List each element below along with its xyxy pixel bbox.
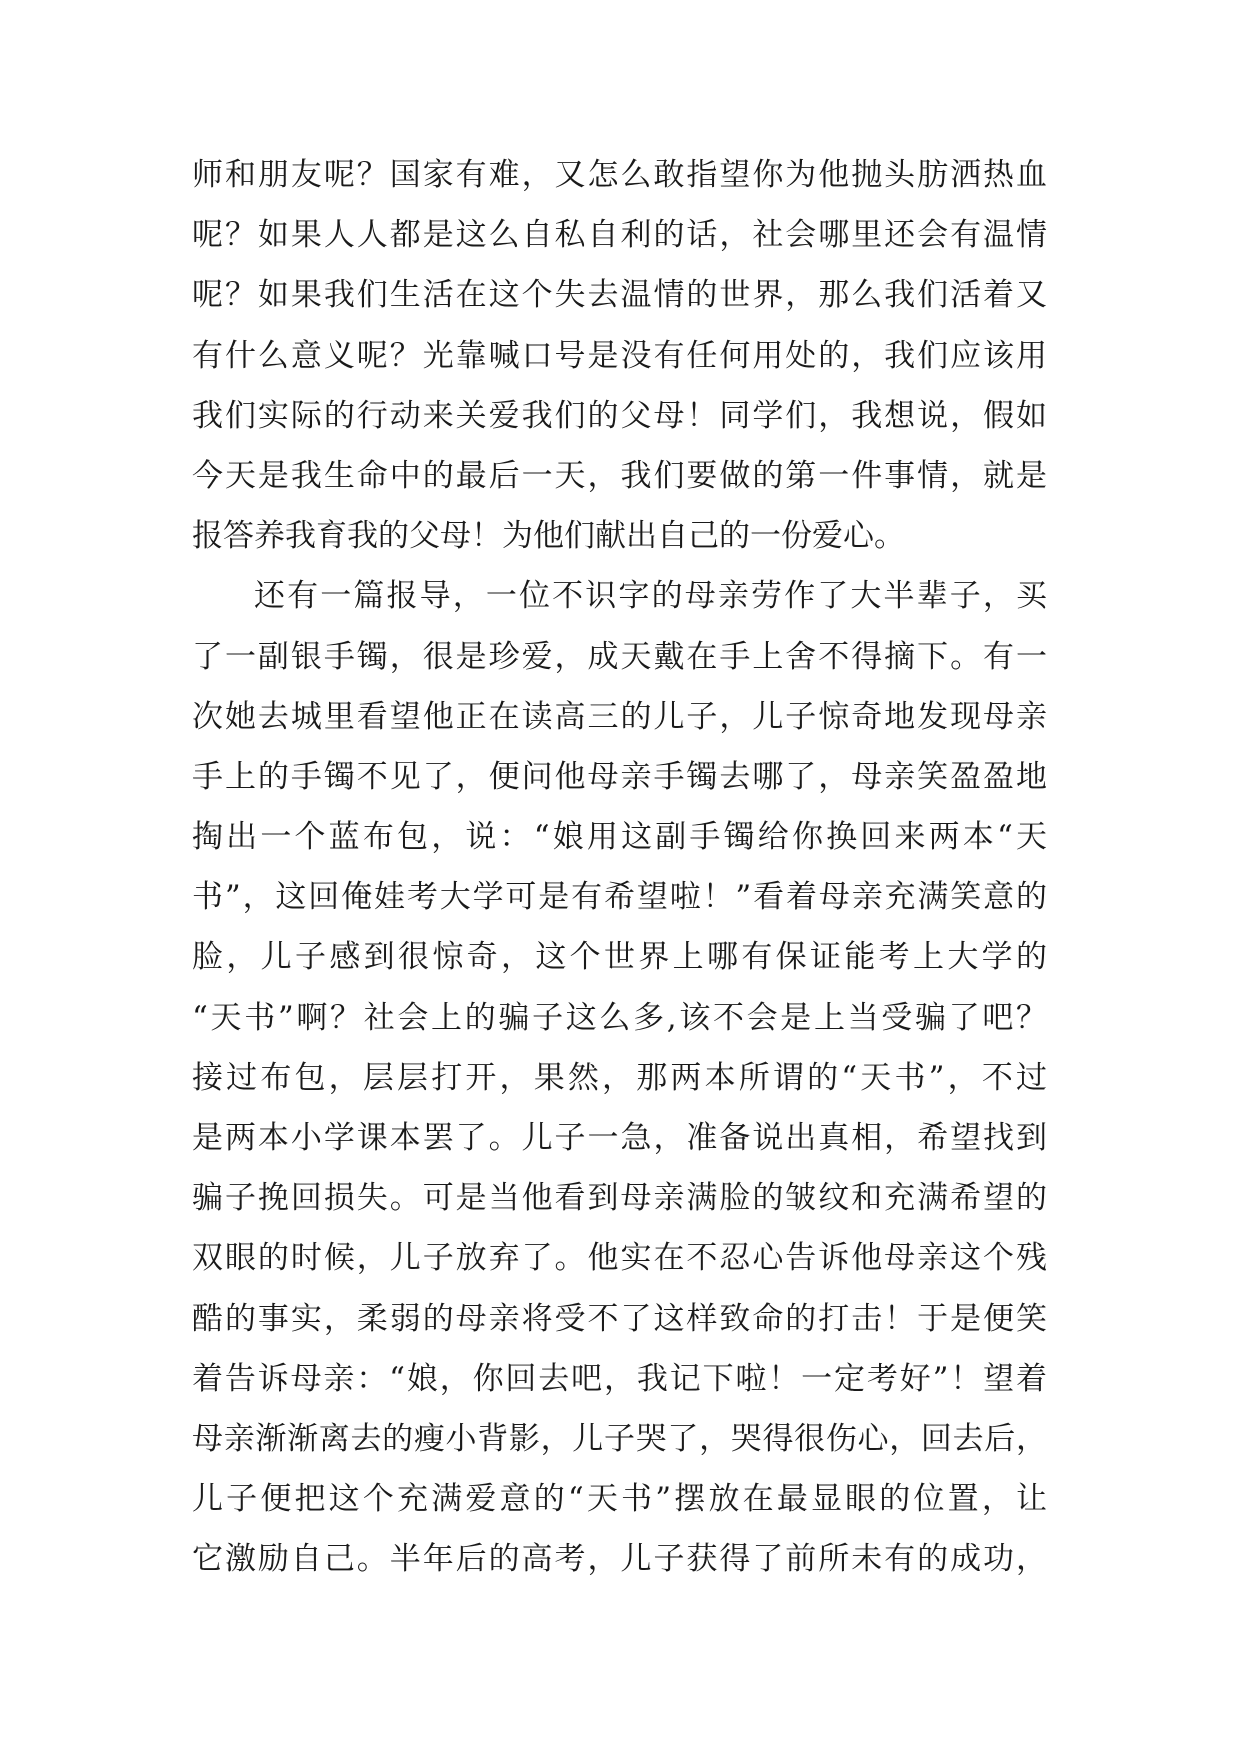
paragraph-end-line: 报答养我育我的父母！为他们献出自己的一份爱心。: [192, 518, 905, 555]
text-line: 呢？如果我们生活在这个失去温情的世界，那么我们活着又: [192, 277, 1047, 314]
text-line: 它激励自己。半年后的高考，儿子获得了前所未有的成功，: [192, 1541, 1047, 1578]
text-line: 着告诉母亲：“娘，你回去吧，我记下啦！一定考好”！望着: [192, 1360, 1047, 1397]
text-line: 骗子挽回损失。可是当他看到母亲满脸的皱纹和充满希望的: [192, 1180, 1047, 1217]
text-line: 双眼的时候，儿子放弃了。他实在不忍心告诉他母亲这个残: [192, 1240, 1047, 1277]
text-line: 母亲渐渐离去的瘦小背影，儿子哭了，哭得很伤心，回去后，: [192, 1420, 1047, 1457]
text-line: 是两本小学课本罢了。儿子一急，准备说出真相，希望找到: [192, 1120, 1047, 1156]
body-text: [192, 145, 1047, 1590]
text-line: 酷的事实，柔弱的母亲将受不了这样致命的打击！于是便笑: [192, 1300, 1047, 1337]
text-line: 有什么意义呢？光靠喊口号是没有任何用处的，我们应该用: [192, 337, 1047, 374]
text-line: “天书”啊？社会上的骗子这么多,该不会是上当受骗了吧？: [192, 999, 1047, 1036]
text-line: 师和朋友呢？国家有难，又怎么敢指望你为他抛头肪洒热血: [192, 157, 1047, 193]
text-line: 掏出一个蓝布包，说：“娘用这副手镯给你换回来两本“天: [192, 819, 1047, 856]
text-line: 呢？如果人人都是这么自私自利的话，社会哪里还会有温情: [192, 217, 1047, 254]
text-line: 接过布包，层层打开，果然，那两本所谓的“天书”，不过: [192, 1059, 1047, 1096]
text-line: 手上的手镯不见了，便问他母亲手镯去哪了，母亲笑盈盈地: [192, 758, 1047, 795]
text-line: 今天是我生命中的最后一天，我们要做的第一件事情，就是: [192, 457, 1047, 494]
text-line: 书”，这回俺娃考大学可是有希望啦！”看着母亲充满笑意的: [192, 879, 1047, 916]
text-line: 脸，儿子感到很惊奇，这个世界上哪有保证能考上大学的: [192, 939, 1047, 976]
text-line: 次她去城里看望他正在读高三的儿子，儿子惊奇地发现母亲: [192, 698, 1047, 735]
text-line: 了一副银手镯，很是珍爱，成天戴在手上舍不得摘下。有一: [192, 638, 1047, 675]
text-line: 儿子便把这个充满爱意的“天书”摆放在最显眼的位置，让: [192, 1481, 1047, 1518]
text-line: 我们实际的行动来关爱我们的父母！同学们，我想说，假如: [192, 397, 1047, 434]
paragraph-start-line: 还有一篇报导，一位不识字的母亲劳作了大半辈子，买: [254, 578, 1047, 615]
